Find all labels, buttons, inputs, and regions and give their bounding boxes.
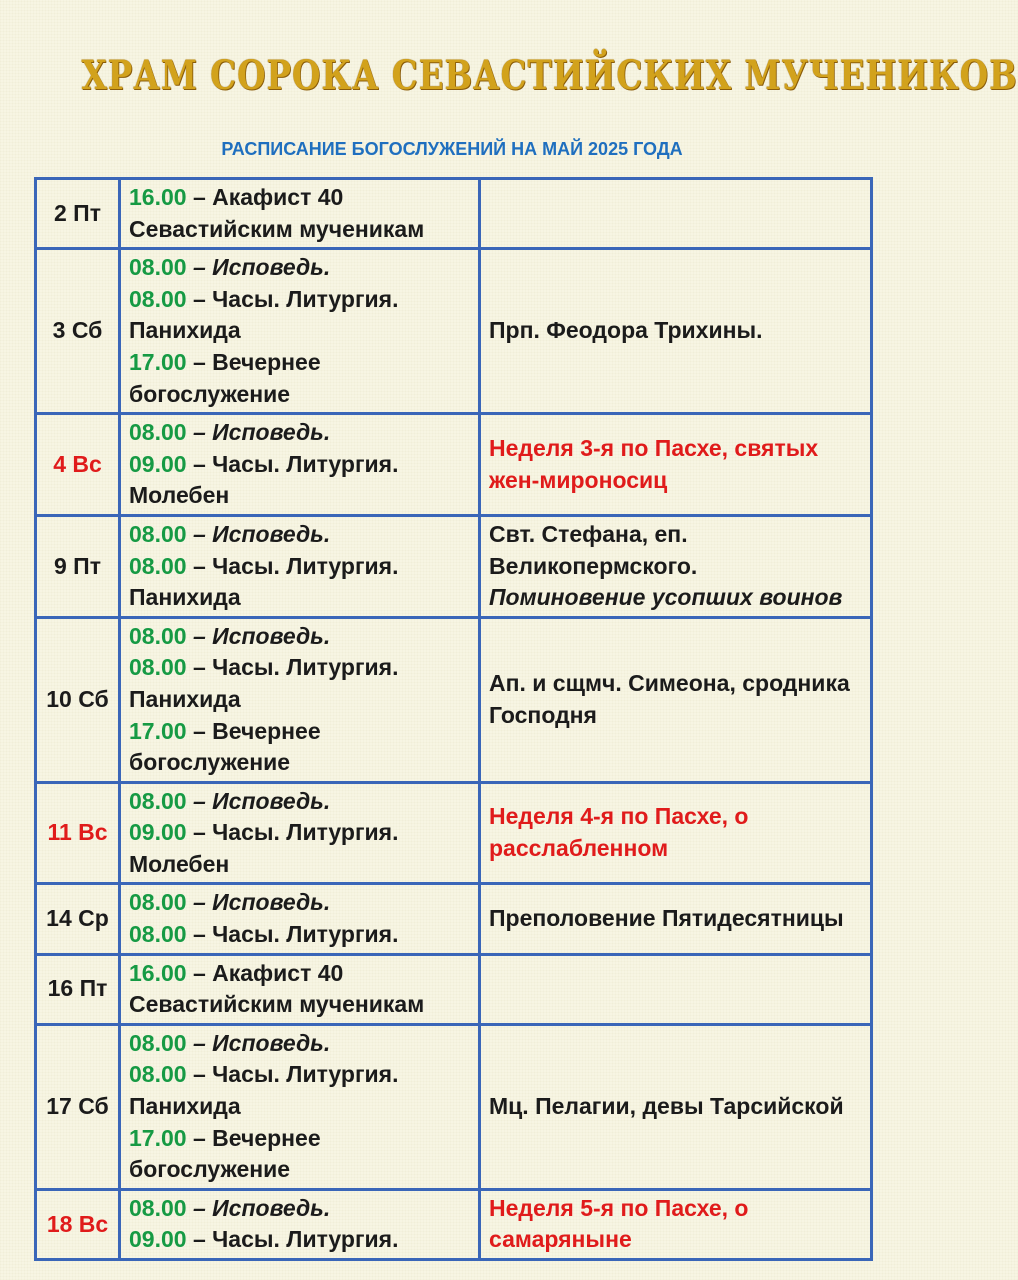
services-cell xyxy=(120,1189,480,1259)
service-text: – Акафист 40 xyxy=(186,184,344,210)
commemoration-cell xyxy=(480,1189,872,1259)
schedule-body xyxy=(36,179,872,1260)
services-cell xyxy=(120,179,480,249)
service-line xyxy=(129,817,470,849)
service-time: 08.00 xyxy=(129,1029,187,1056)
service-text: Панихида xyxy=(129,584,241,611)
service-text: богослужение xyxy=(129,749,291,776)
commemoration-line: Неделя 4-я по Пасхе, о xyxy=(489,803,749,830)
services-cell xyxy=(120,414,480,516)
service-text: Молебен xyxy=(129,850,230,877)
service-line xyxy=(129,449,470,481)
service-text: – Часы. Литургия. xyxy=(186,819,399,846)
commemoration-line: Господня xyxy=(489,701,597,728)
commemoration-line: Неделя 3-я по Пасхе, святых xyxy=(489,434,819,461)
services-cell xyxy=(120,1024,480,1189)
service-line xyxy=(129,1224,470,1256)
service-line xyxy=(129,582,470,614)
table-row xyxy=(36,884,872,954)
service-time: 09.00 xyxy=(129,819,187,846)
service-text: – Вечернее xyxy=(186,1124,321,1151)
service-text: Панихида xyxy=(129,1093,241,1120)
commemoration-cell xyxy=(480,515,872,617)
service-time: 16.00 xyxy=(129,184,187,210)
commemoration-line: самаряныне xyxy=(489,1226,632,1253)
services-cell xyxy=(120,884,480,954)
service-line xyxy=(129,716,470,748)
service-line xyxy=(129,182,470,214)
service-text: Молебен xyxy=(129,482,230,509)
service-text: – Исповедь. xyxy=(186,1029,331,1056)
service-line xyxy=(129,347,470,379)
commemoration-cell xyxy=(480,617,872,782)
service-line xyxy=(129,1028,470,1060)
service-time: 08.00 xyxy=(129,419,187,446)
service-text: – Часы. Литургия. xyxy=(186,1061,399,1088)
service-text: Севастийским мученикам xyxy=(129,991,425,1018)
commemoration-cell xyxy=(480,782,872,884)
service-text: – Исповедь. xyxy=(186,419,331,446)
date-cell: 18 Вс xyxy=(36,1189,120,1259)
service-line xyxy=(129,1091,470,1123)
services-cell xyxy=(120,249,480,414)
commemoration-line: Преполовение Пятидесятницы xyxy=(489,905,844,932)
service-line xyxy=(129,379,470,411)
date-cell: 16 Пт xyxy=(36,954,120,1024)
table-row xyxy=(36,515,872,617)
service-time: 08.00 xyxy=(129,552,187,579)
service-time: 08.00 xyxy=(129,889,187,916)
service-line xyxy=(129,919,470,951)
service-time: 08.00 xyxy=(129,787,187,814)
commemoration-line: Поминовение усопших воинов xyxy=(489,584,843,611)
service-line xyxy=(129,849,470,881)
service-line xyxy=(129,551,470,583)
commemoration-line: Великопермского. xyxy=(489,552,698,579)
service-time: 08.00 xyxy=(129,1061,187,1088)
date-cell: 2 Пт xyxy=(36,179,120,249)
table-row xyxy=(36,1189,872,1259)
service-text: – Вечернее xyxy=(186,717,321,744)
service-text: Панихида xyxy=(129,685,241,712)
services-cell xyxy=(120,954,480,1024)
service-time: 17.00 xyxy=(129,717,187,744)
commemoration-line: Прп. Феодора Трихины. xyxy=(489,317,763,344)
date-cell: 17 Сб xyxy=(36,1024,120,1189)
service-text: – Исповедь. xyxy=(186,1194,331,1221)
service-text: – Вечернее xyxy=(186,348,321,375)
service-line xyxy=(129,214,470,246)
service-time: 08.00 xyxy=(129,1194,187,1221)
table-row xyxy=(36,782,872,884)
date-cell: 11 Вс xyxy=(36,782,120,884)
service-text: – Исповедь. xyxy=(186,889,331,916)
service-text: – Исповедь. xyxy=(186,520,331,547)
service-line xyxy=(129,284,470,316)
service-time: 17.00 xyxy=(129,348,187,375)
service-time: 09.00 xyxy=(129,1226,187,1253)
services-cell xyxy=(120,515,480,617)
commemoration-cell xyxy=(480,179,872,249)
service-text: Панихида xyxy=(129,317,241,344)
service-line xyxy=(129,519,470,551)
service-line xyxy=(129,747,470,779)
table-row xyxy=(36,179,872,249)
date-cell: 3 Сб xyxy=(36,249,120,414)
service-time: 08.00 xyxy=(129,654,187,681)
service-time: 08.00 xyxy=(129,622,187,649)
service-line xyxy=(129,887,470,919)
service-text: – Акафист 40 xyxy=(186,959,344,986)
commemoration-line: Мц. Пелагии, девы Тарсийской xyxy=(489,1093,844,1120)
date-cell: 10 Сб xyxy=(36,617,120,782)
service-line xyxy=(129,652,470,684)
commemoration-cell xyxy=(480,414,872,516)
table-row xyxy=(36,617,872,782)
service-text: Севастийским мученикам xyxy=(129,215,425,242)
table-row xyxy=(36,954,872,1024)
commemoration-cell xyxy=(480,884,872,954)
commemoration-line: Ап. и сщмч. Симеона, сродника xyxy=(489,670,850,697)
commemoration-cell xyxy=(480,249,872,414)
service-line xyxy=(129,958,470,990)
table-row xyxy=(36,1024,872,1189)
service-line xyxy=(129,1154,470,1186)
service-line xyxy=(129,315,470,347)
date-cell: 9 Пт xyxy=(36,515,120,617)
service-text: – Часы. Литургия. xyxy=(186,285,399,312)
service-text: богослужение xyxy=(129,1156,291,1183)
service-text: – Исповедь. xyxy=(186,787,331,814)
service-text: – Часы. Литургия. xyxy=(186,552,399,579)
service-text: богослужение xyxy=(129,380,291,407)
table-row xyxy=(36,414,872,516)
commemoration-cell xyxy=(480,1024,872,1189)
service-text: – Часы. Литургия. xyxy=(186,1226,399,1253)
schedule-subtitle: РАСПИСАНИЕ БОГОСЛУЖЕНИЙ НА МАЙ 2025 ГОДА xyxy=(221,139,683,159)
service-line xyxy=(129,621,470,653)
commemoration-line: Свт. Стефана, еп. xyxy=(489,520,688,547)
service-line xyxy=(129,480,470,512)
table-row xyxy=(36,249,872,414)
service-text: – Часы. Литургия. xyxy=(186,450,399,477)
service-line xyxy=(129,989,470,1021)
service-time: 09.00 xyxy=(129,450,187,477)
service-line xyxy=(129,417,470,449)
service-time: 08.00 xyxy=(129,285,187,312)
service-text: – Исповедь. xyxy=(186,254,331,281)
service-text: – Часы. Литургия. xyxy=(186,654,399,681)
date-cell: 4 Вс xyxy=(36,414,120,516)
services-cell xyxy=(120,617,480,782)
service-text: – Исповедь. xyxy=(186,622,331,649)
service-time: 17.00 xyxy=(129,1124,187,1151)
service-line xyxy=(129,1193,470,1225)
service-line xyxy=(129,684,470,716)
service-line xyxy=(129,252,470,284)
service-line xyxy=(129,1123,470,1155)
service-line xyxy=(129,786,470,818)
page-title: ХРАМ СОРОКА СЕВАСТИЙСКИХ МУЧЕНИКОВ xyxy=(81,52,1018,99)
service-time: 08.00 xyxy=(129,520,187,547)
commemoration-line: Неделя 5-я по Пасхе, о xyxy=(489,1194,749,1221)
commemoration-cell xyxy=(480,954,872,1024)
date-cell: 14 Ср xyxy=(36,884,120,954)
service-time: 08.00 xyxy=(129,921,187,948)
schedule-table xyxy=(34,177,873,1261)
commemoration-line: жен-мироносиц xyxy=(489,466,668,493)
services-cell xyxy=(120,782,480,884)
service-text: – Часы. Литургия. xyxy=(186,921,399,948)
service-time: 08.00 xyxy=(129,254,187,281)
service-line xyxy=(129,1059,470,1091)
commemoration-line: расслабленном xyxy=(489,835,669,862)
service-time: 16.00 xyxy=(129,959,187,986)
